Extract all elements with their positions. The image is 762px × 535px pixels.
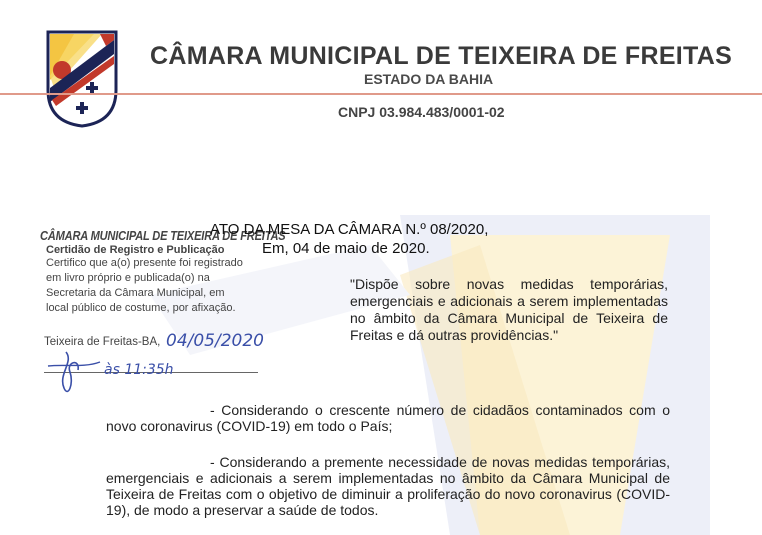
stamp-subtitle: Certidão de Registro e Publicação: [46, 244, 225, 256]
registration-stamp: [40, 228, 286, 316]
paragraph-text: - Considerando a premente necessidade de novas medidas temporárias, emergenciais e adicionais a serem implementadas no âmbito da Câmara Municipal de Teixeira de Freitas com o objetivo de diminuir a proliferação do novo coronavirus (COVID-19), de modo a preservar a saúde de todos.: [106, 454, 670, 518]
institution-title: CÂMARA MUNICIPAL DE TEIXEIRA DE FREITAS: [150, 42, 733, 70]
stamp-handwritten-date: 04/05/2020: [166, 331, 264, 351]
stamp-line: local público de costume, por afixação.: [46, 302, 236, 314]
ementa-text: "Dispõe sobre novas medidas temporárias, emergenciais e adicionais a serem implementadas no âmbito da Câmara Municipal de Teixeira de Freitas e dá outras providências.": [350, 276, 668, 343]
considering-paragraph: [106, 454, 670, 518]
header-divider: [0, 93, 762, 95]
stamp-line: Secretaria da Câmara Municipal, em: [46, 287, 225, 299]
signature-time: às 11:35h: [104, 362, 174, 378]
stamp-place: Teixeira de Freitas-BA,: [44, 336, 161, 348]
considering-paragraph: [106, 402, 670, 434]
stamp-title: CÂMARA MUNICIPAL DE TEIXEIRA DE FREITAS: [40, 228, 286, 243]
cnpj-text: CNPJ 03.984.483/0001-02: [338, 104, 505, 120]
crest-logo: [44, 30, 120, 128]
signature-scribble: [44, 344, 194, 400]
paragraph-text: - Considerando o crescente número de cidadãos contaminados com o novo coronavirus (COVID-19) em todo o País;: [106, 402, 670, 434]
state-subtitle: ESTADO DA BAHIA: [364, 71, 494, 87]
act-title: ATO DA MESA DA CÂMARA N.º 08/2020,: [210, 221, 489, 238]
stamp-line: Certifico que a(o) presente foi registrado: [46, 257, 243, 269]
stamp-line: em livro próprio e publicada(o) na: [46, 272, 210, 284]
act-date: Em, 04 de maio de 2020.: [262, 240, 430, 257]
